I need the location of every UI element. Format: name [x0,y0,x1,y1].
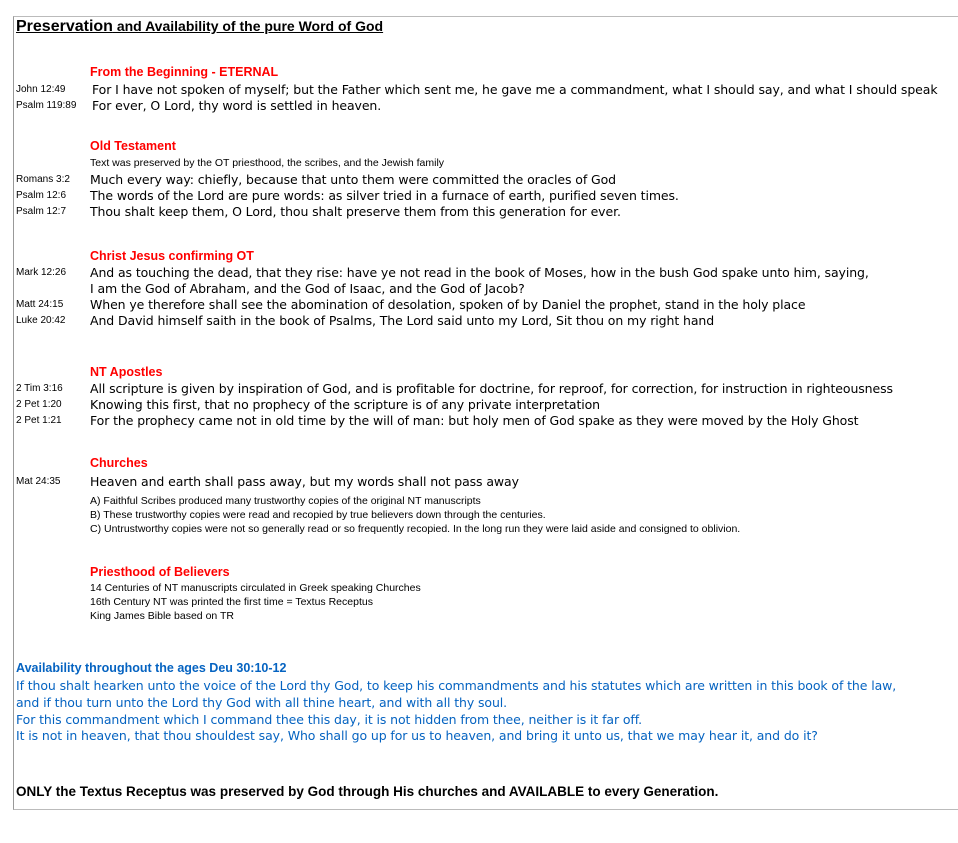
verse-ref: 2 Tim 3:16 [16,383,63,394]
section-note: 14 Centuries of NT manuscripts circulated in Greek speaking Churches [90,582,421,594]
title-main: Preservation [16,18,113,35]
availability-line: If thou shalt hearken unto the voice of the Lord thy God, to keep his commandments and his statutes which are written in this book of the law, [16,678,897,693]
verse-ref: Psalm 119:89 [16,100,77,111]
verse-ref: Mat 24:35 [16,476,61,487]
page-title [16,17,383,36]
conclusion: ONLY the Textus Receptus was preserved by God through His churches and AVAILABLE to every Generation. [16,784,719,799]
verse-ref: Luke 20:42 [16,315,66,326]
verse-text: Knowing this first, that no prophecy of the scripture is of any private interpretation [90,397,601,412]
verse-ref: 2 Pet 1:21 [16,415,62,426]
section-heading: Christ Jesus confirming OT [90,249,254,263]
verse-ref: 2 Pet 1:20 [16,399,62,410]
verse-ref: John 12:49 [16,84,66,95]
section-heading: Priesthood of Believers [90,565,230,579]
section-heading: Old Testament [90,139,176,153]
verse-ref: Psalm 12:6 [16,190,67,201]
availability-line: and if thou turn unto the Lord thy God with all thine heart, and with all thy soul. [16,695,508,710]
section-heading: NT Apostles [90,365,163,379]
verse-text: And as touching the dead, that they rise: have ye not read in the book of Moses, how in the bush God spake unto him, saying, [90,265,869,280]
verse-text: For I have not spoken of myself; but the Father which sent me, he gave me a commandment, what I should say, and what I should speak [92,82,938,97]
verse-ref: Romans 3:2 [16,174,70,185]
verse-ref: Mark 12:26 [16,267,67,278]
section-note: Text was preserved by the OT priesthood, the scribes, and the Jewish family [90,157,445,169]
verse-text: Much every way: chiefly, because that unto them were committed the oracles of God [90,172,616,187]
section-note: 16th Century NT was printed the first time = Textus Receptus [90,596,373,608]
availability-line: It is not in heaven, that thou shouldest say, Who shall go up for us to heaven, and bring it unto us, that we may hear it, and do it? [16,728,818,743]
verse-text: Heaven and earth shall pass away, but my words shall not pass away [90,474,519,489]
verse-text: And David himself saith in the book of Psalms, The Lord said unto my Lord, Sit thou on my right hand [90,313,715,328]
verse-text: The words of the Lord are pure words: as silver tried in a furnace of earth, purified seven times. [90,188,679,203]
section-heading: Churches [90,456,148,470]
title-rest: and Availability of the pure Word of God [112,18,384,34]
section-heading: From the Beginning - ETERNAL [90,65,279,79]
availability-heading: Availability throughout the ages Deu 30:10-12 [16,661,287,675]
verse-text: All scripture is given by inspiration of God, and is profitable for doctrine, for reproof, for correction, for instruction in righteousness [90,381,893,396]
section-note: B) These trustworthy copies were read and recopied by true believers down through the centuries. [90,509,546,521]
section-note: A) Faithful Scribes produced many trustworthy copies of the original NT manuscripts [90,495,481,507]
verse-ref: Psalm 12:7 [16,206,67,217]
verse-text-cont: I am the God of Abraham, and the God of Isaac, and the God of Jacob? [90,281,525,296]
section-note: C) Untrustworthy copies were not so generally read or so frequently recopied. In the long run they were laid aside and consigned to oblivion. [90,523,741,535]
verse-ref: Matt 24:15 [16,299,64,310]
verse-text: For the prophecy came not in old time by the will of man: but holy men of God spake as they were moved by the Holy Ghost [90,413,859,428]
verse-text: For ever, O Lord, thy word is settled in heaven. [92,98,382,113]
section-note: King James Bible based on TR [90,610,234,622]
verse-text: Thou shalt keep them, O Lord, thou shalt preserve them from this generation for ever. [90,204,621,219]
verse-text: When ye therefore shall see the abomination of desolation, spoken of by Daniel the prophet, stand in the holy place [90,297,806,312]
availability-line: For this commandment which I command thee this day, it is not hidden from thee, neither is it far off. [16,712,642,727]
